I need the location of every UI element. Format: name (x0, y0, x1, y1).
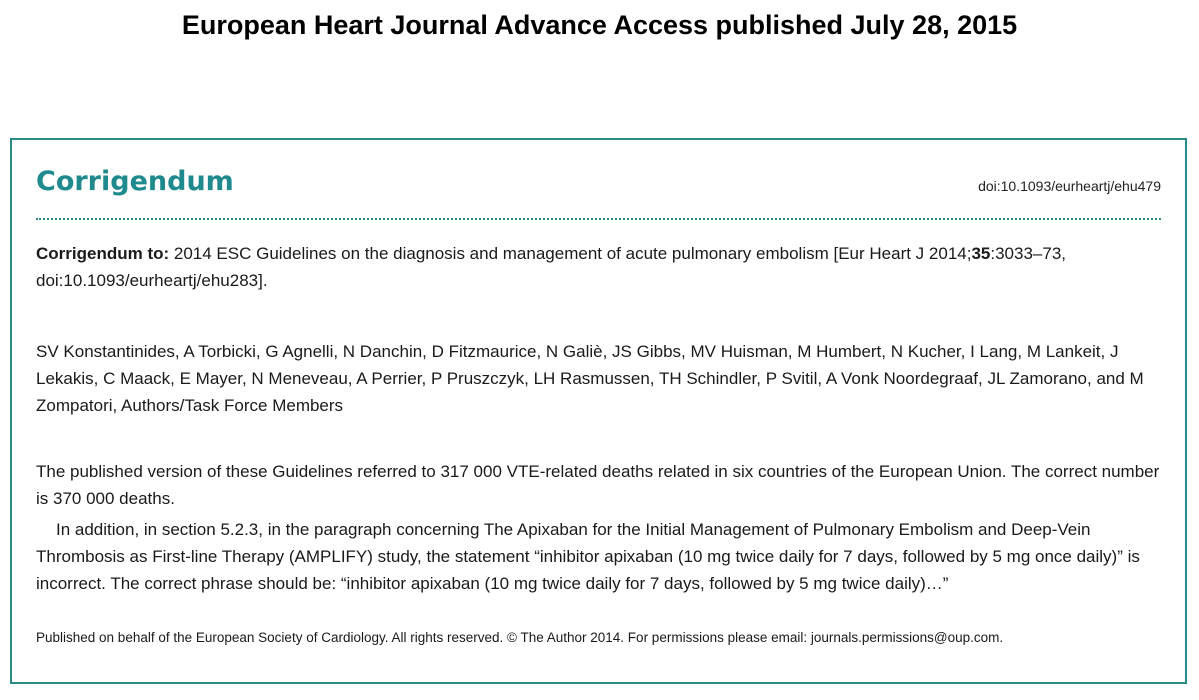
corrigendum-text-after: :3033–73, doi:10.1093/eurheartj/ehu283]. (36, 244, 1067, 290)
journal-banner: European Heart Journal Advance Access published July 28, 2015 (181, 10, 1018, 40)
notice-title: Corrigendum (36, 166, 234, 197)
copyright-footer: Published on behalf of the European Society of Cardiology. All rights reserved. © The Author 2014. For permissions please email: journals.permissions@oup.com. (36, 630, 1004, 645)
header-row (36, 166, 1161, 206)
corrigendum-volume: 35 (971, 244, 991, 263)
corrigendum-lead: Corrigendum to: (36, 244, 170, 263)
author-list: SV Konstantinides, A Torbicki, G Agnelli, N Danchin, D Fitzmaurice, N Galiè, JS Gibbs, MV Huisman, M Humbert, N Kucher, I Lang, M Lankeit, J Lekakis, C Maack, E Mayer, N Meneveau, A Perrier, P Pruszczyk, LH Rasmussen, TH Schindler, P Svitil, A Vonk Noordegraaf, JL Zamorano, and M Zompatori, Authors/Task Force Members (36, 342, 1144, 415)
dotted-divider (36, 218, 1161, 220)
body-paragraph-1: The published version of these Guidelines referred to 317 000 VTE-related deaths related in six countries of the European Union. The correct number is 370 000 deaths. (36, 462, 1160, 508)
doi-label: doi:10.1093/eurheartj/ehu479 (978, 178, 1161, 194)
body-paragraph-2: In addition, in section 5.2.3, in the paragraph concerning The Apixaban for the Initial Management of Pulmonary Embolism and Deep-Vein Thrombosis as First-line Therapy (AMPLIFY) study, the statement “inhibitor apixaban (10 mg twice daily for 7 days, followed by 5 mg once daily)” is incorrect. The correct phrase should be: “inhibitor apixaban (10 mg twice daily for 7 days, followed by 5 mg twice daily)…” (36, 520, 1140, 593)
corrigendum-reference (36, 240, 1161, 294)
corrigendum-box (10, 138, 1187, 684)
corrigendum-text-before: 2014 ESC Guidelines on the diagnosis and management of acute pulmonary embolism [Eur Heart J 2014; (169, 244, 972, 263)
